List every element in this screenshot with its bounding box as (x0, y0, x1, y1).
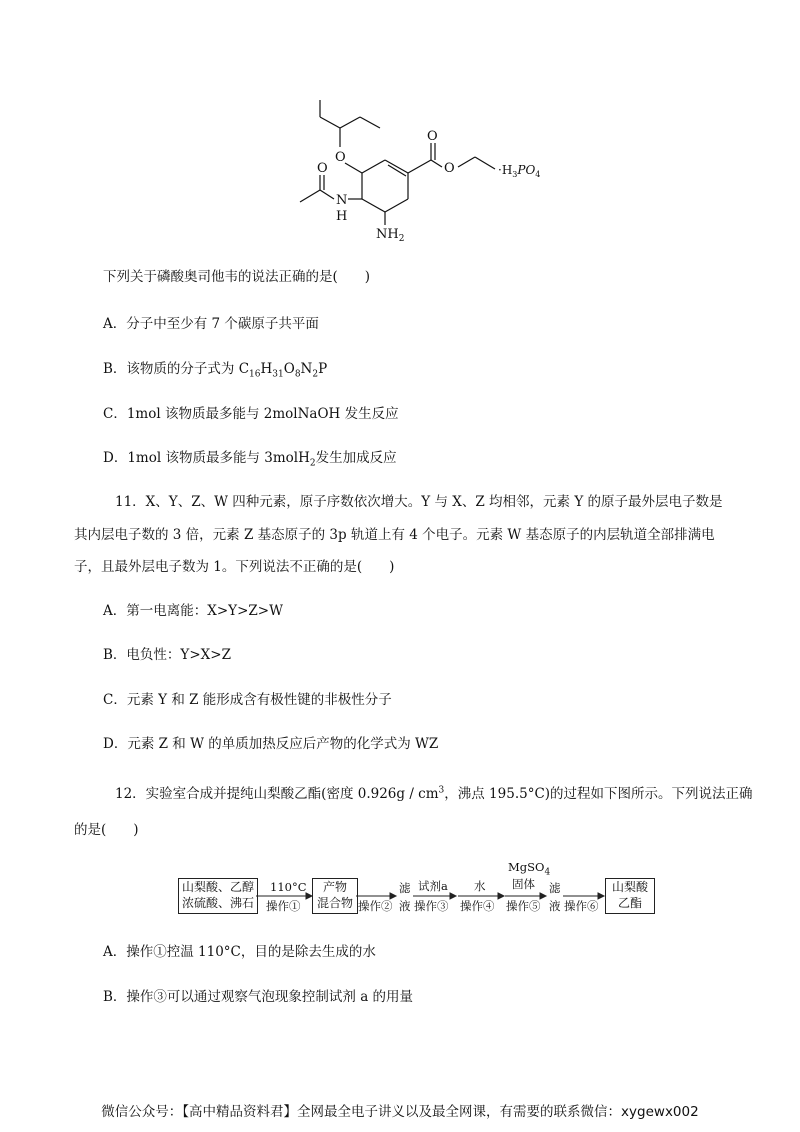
q10-option-c: C．1mol 该物质最多能与 2molNaOH 发生反应 (103, 406, 399, 422)
q12-option-a: A．操作①控温 110°C，目的是除去生成的水 (103, 944, 376, 960)
carbonyl-oxygen: O (427, 129, 438, 144)
q10-option-d: D．1mol 该物质最多能与 3molH$_2$发生加成反应 (103, 450, 397, 469)
q12-option-b: B．操作③可以通过观察气泡现象控制试剂 a 的用量 (103, 989, 414, 1005)
arrow1-top-label: 110°C (270, 880, 307, 894)
arrow3-top-label: 试剂a (418, 879, 448, 893)
footer-wechat-notice: 微信公众号：【高中精品资料君】全网最全电子讲义以及最全网课，有需要的联系微信：xygewx002 (101, 1104, 699, 1120)
arrow3-bottom-label: 操作③ (414, 899, 449, 913)
box-product-mixture: 产物 混合物 (312, 878, 358, 914)
filtrate2-bottom: 液 (549, 899, 561, 913)
oseltamivir-structure (290, 95, 550, 245)
amide-nitrogen: N (336, 193, 348, 208)
q11-line-2: 其内层电子数的 3 倍，元素 Z 基态原子的 3p 轨道上有 4 个电子。元素 W 基态原子的内层轨道全部排满电 (74, 527, 715, 543)
amide-oxygen: O (317, 161, 328, 176)
box-reactants: 山梨酸、乙醇 浓硫酸、沸石 (178, 878, 258, 914)
q11-option-a: A．第一电离能：X>Y>Z>W (103, 603, 283, 619)
synthesis-flowchart (178, 860, 658, 920)
arrow1-bottom-label: 操作① (266, 899, 301, 913)
amide-hydrogen: H (336, 209, 348, 224)
q10-option-a: A．分子中至少有 7 个碳原子共平面 (103, 316, 319, 332)
ester-oxygen: O (444, 161, 455, 176)
ether-oxygen: O (335, 150, 346, 165)
arrow5-top-label-1: MgSO$_4$ (508, 860, 551, 878)
q11-option-d: D．元素 Z 和 W 的单质加热反应后产物的化学式为 WZ (103, 736, 439, 752)
arrow5-top-label-2: 固体 (512, 877, 535, 891)
q10-option-b: B．该物质的分子式为 $C_{16}H_{31}O_8N_2P$ (103, 361, 328, 380)
arrow4-top-label: 水 (474, 879, 486, 893)
arrow2-bottom-label: 操作② (358, 899, 393, 913)
q11-option-b: B．电负性：Y>X>Z (103, 647, 231, 663)
filtrate1-top: 滤 (399, 881, 411, 895)
q12-line-2: 的是( ) (74, 822, 139, 838)
q11-line-1: 11．X、Y、Z、W 四种元素，原子序数依次增大。Y 与 X、Z 均相邻，元素 Y 的原子最外层电子数是 (115, 494, 723, 510)
filtrate1-bottom: 液 (399, 899, 411, 913)
q11-line-3: 子，且最外层电子数为 1。下列说法不正确的是( ) (74, 559, 395, 575)
arrow5-bottom-label: 操作⑤ (506, 899, 541, 913)
arrow6-bottom-label: 操作⑥ (564, 899, 599, 913)
filtrate2-top: 滤 (549, 881, 561, 895)
q10-stem: 下列关于磷酸奥司他韦的说法正确的是( ) (103, 269, 371, 285)
arrow4-bottom-label: 操作④ (460, 899, 495, 913)
amine-label: $NH_2$ (376, 227, 405, 244)
phosphate-label: $\cdot H_3PO_4$ (498, 163, 541, 179)
box-final-product: 山梨酸 乙酯 (605, 878, 655, 914)
q11-option-c: C．元素 Y 和 Z 能形成含有极性键的非极性分子 (103, 692, 392, 708)
q12-line-1: 12．实验室合成并提纯山梨酸乙酯(密度 $0.926g / cm^3$，沸点 195.5°C)的过程如下图所示。下列说法正确 (115, 785, 753, 802)
